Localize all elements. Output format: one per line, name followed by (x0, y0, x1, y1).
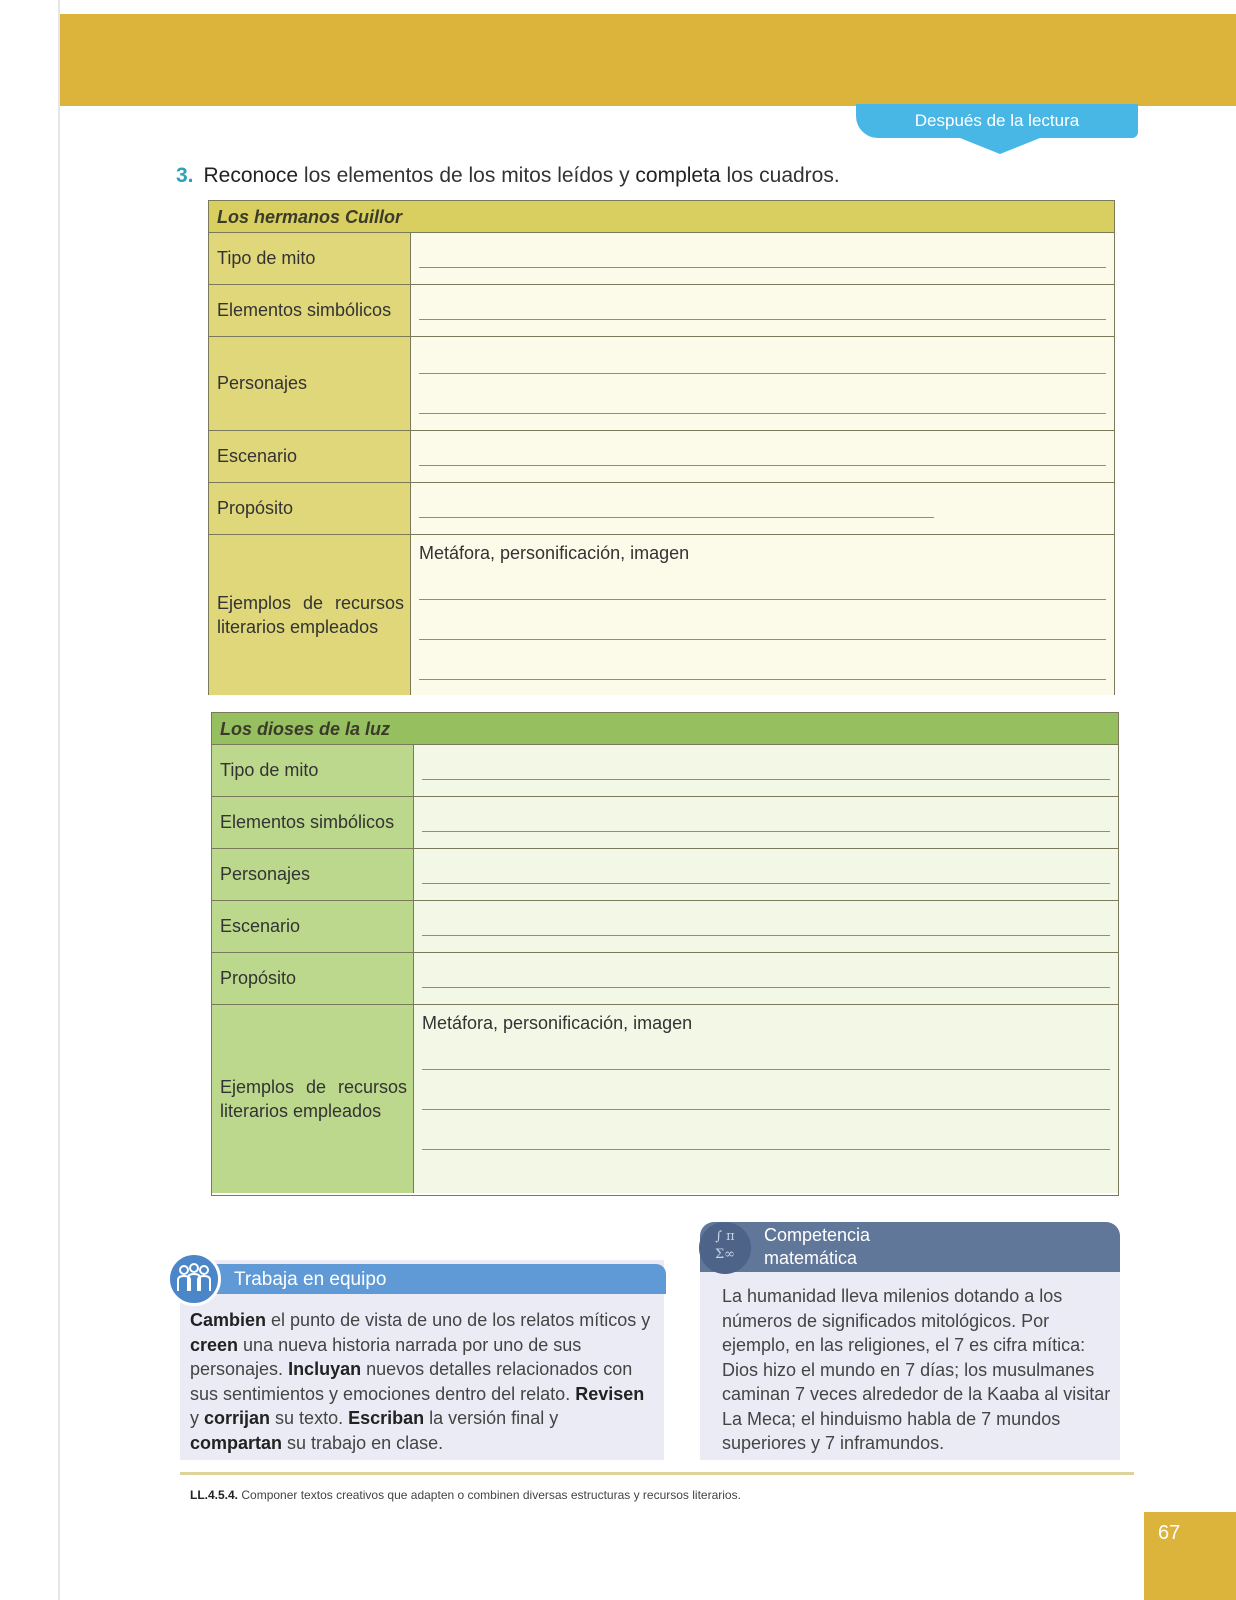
myth-table-cuillor (208, 200, 1115, 695)
writing-line (419, 639, 1106, 640)
table-title: Los dioses de la luz (212, 713, 1118, 745)
writing-line (422, 831, 1110, 832)
math-competence-header (700, 1222, 1120, 1272)
myth-table-dioses-luz (211, 712, 1119, 1196)
table-row (209, 431, 1114, 483)
instruction-verb: completa (635, 164, 721, 187)
row-label: Propósito (209, 483, 411, 534)
writing-line (419, 517, 934, 518)
writing-line (419, 267, 1106, 268)
answer-field[interactable] (411, 233, 1114, 284)
table-row (212, 797, 1118, 849)
writing-line (422, 935, 1110, 936)
writing-line (419, 465, 1106, 466)
section-tab: Después de la lectura (856, 104, 1138, 138)
team-work-text: Cambien el punto de vista de uno de los relatos míticos y creen una nueva historia narrada por uno de sus personajes. Incluyan nuevos detalles relacionados con sus sentimientos y emociones dentro del relato. Revisen y corrijan su texto. Escriban la versión final y compartan su trabajo en clase. (190, 1310, 651, 1453)
table-row (209, 483, 1114, 535)
writing-line (419, 373, 1106, 374)
team-people-icon (167, 1252, 221, 1306)
footer-divider (180, 1472, 1134, 1475)
row-label: Ejemplos de recursos literarios empleados (209, 535, 411, 695)
exercise-instruction (176, 164, 840, 188)
math-symbols-icon: ∫ π Σ∞ (699, 1222, 751, 1274)
table-row (209, 233, 1114, 285)
row-label: Personajes (209, 337, 411, 430)
row-label: Escenario (212, 901, 414, 952)
row-label: Ejemplos de recursos literarios empleados (212, 1005, 414, 1193)
row-label: Tipo de mito (209, 233, 411, 284)
math-competence-title: Competencia matemática (764, 1225, 871, 1268)
row-label: Tipo de mito (212, 745, 414, 796)
answer-field[interactable] (414, 745, 1118, 796)
writing-line (419, 599, 1106, 600)
table-row (212, 901, 1118, 953)
page-number: 67 (1158, 1522, 1181, 1544)
row-label: Elementos simbólicos (209, 285, 411, 336)
page-edge (58, 0, 60, 1600)
curriculum-note: LL.4.5.4. Componer textos creativos que adapten o combinen diversas estructuras y recursos literarios. (190, 1488, 741, 1502)
answer-field[interactable] (414, 797, 1118, 848)
writing-line (419, 679, 1106, 680)
answer-field[interactable] (411, 431, 1114, 482)
writing-line (419, 319, 1106, 320)
answer-field[interactable] (414, 901, 1118, 952)
table-row (212, 1005, 1118, 1193)
math-competence-text: La humanidad lleva milenios dotando a los números de significados mitológicos. Por ejemplo, en las religiones, el 7 es cifra mítica: Dios hizo el mundo en 7 días; los musulmanes caminan 7 veces alrededor de la Kaaba al visitar La Meca; el hinduismo habla de 7 mundos superiores y 7 inframundos. (722, 1286, 1111, 1453)
row-label: Escenario (209, 431, 411, 482)
exercise-number: 3. (176, 164, 194, 187)
table-row (212, 849, 1118, 901)
answer-field[interactable] (414, 953, 1118, 1004)
writing-line (422, 987, 1110, 988)
prefilled-text: Metáfora, personificación, imagen (422, 1013, 693, 1033)
row-label: Propósito (212, 953, 414, 1004)
answer-field[interactable] (414, 849, 1118, 900)
instruction-text: los elementos de los mitos leídos y (298, 164, 636, 187)
table-row (212, 745, 1118, 797)
writing-line (422, 1069, 1110, 1070)
writing-line (422, 779, 1110, 780)
prefilled-text: Metáfora, personificación, imagen (419, 543, 690, 563)
writing-line (422, 1109, 1110, 1110)
answer-field[interactable] (411, 483, 1114, 534)
table-row (212, 953, 1118, 1005)
answer-field[interactable] (411, 535, 1114, 695)
top-color-band (60, 14, 1236, 106)
answer-field[interactable] (411, 337, 1114, 430)
table-row (209, 535, 1114, 695)
writing-line (419, 413, 1106, 414)
row-label: Personajes (212, 849, 414, 900)
team-work-title: Trabaja en equipo (234, 1269, 387, 1290)
writing-line (422, 883, 1110, 884)
instruction-verb: Reconoce (203, 164, 299, 187)
row-label: Elementos simbólicos (212, 797, 414, 848)
table-row (209, 285, 1114, 337)
table-title: Los hermanos Cuillor (209, 201, 1114, 233)
table-row (209, 337, 1114, 431)
answer-field[interactable] (414, 1005, 1118, 1193)
answer-field[interactable] (411, 285, 1114, 336)
writing-line (422, 1149, 1110, 1150)
section-tab-pointer (960, 138, 1040, 154)
instruction-text: los cuadros. (720, 164, 840, 187)
